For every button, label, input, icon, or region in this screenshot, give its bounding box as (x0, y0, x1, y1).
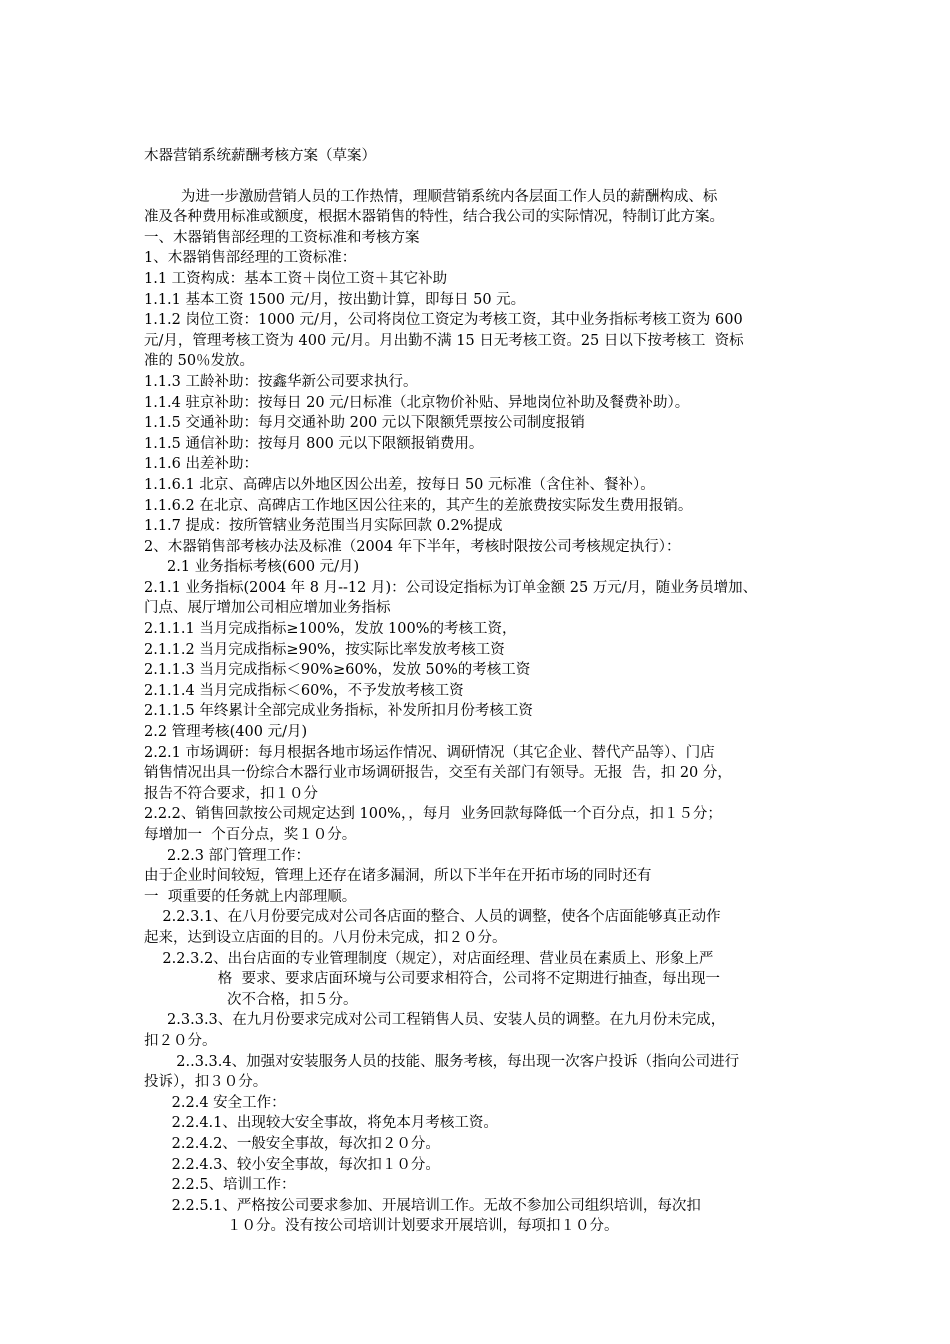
text-line: 次不合格，扣５分。 (144, 991, 358, 1008)
text-line: 由于企业时间较短，管理上还存在诸多漏洞，所以下半年在开拓市场的同时还有 (144, 868, 652, 885)
text-line: 2.2.3 部门管理工作： (144, 847, 311, 864)
text-line: 1.1 工资构成：基本工资＋岗位工资＋其它补助 (144, 270, 448, 287)
text-line: 格 要求、要求店面环境与公司要求相符合，公司将不定期进行抽查，每出现一 (144, 971, 720, 988)
text-line: 2.1.1.3 当月完成指标＜90%≥60%，发放 50%的考核工资 (144, 662, 531, 679)
text-line: 1.1.5 通信补助：按每月 800 元以下限额报销费用。 (144, 435, 484, 452)
document-body (144, 146, 824, 1237)
text-line: 每增加一 个百分点，奖１０分。 (144, 827, 357, 843)
text-line: 投诉），扣３０分。 (144, 1074, 268, 1091)
text-line: 1.1.5 交通补助：每月交通补助 200 元以下限额凭票按公司制度报销 (144, 415, 585, 432)
text-line: 2.1.1.4 当月完成指标＜60%，不予发放考核工资 (144, 682, 464, 699)
text-line: 2.2.4.1、出现较大安全事故，将免本月考核工资。 (144, 1115, 498, 1132)
text-line: 2.2.3.1、在八月份要完成对公司各店面的整合、人员的调整，使各个店面能够真正动作 (144, 909, 721, 926)
text-line: 准及各种费用标准或额度，根据木器销售的特性，结合我公司的实际情况，特制订此方案。 (144, 209, 724, 226)
text-line: 2..3.3.4、加强对安装服务人员的技能、服务考核，每出现一次客户投诉（指向公司进行 (144, 1053, 740, 1070)
text-line: 1.1.2 岗位工资：1000 元/月，公司将岗位工资定为考核工资，其中业务指标考核工资为 600 (144, 312, 743, 329)
text-line: 1.1.6.2 在北京、高碑店工作地区因公往来的，其产生的差旅费按实际发生费用报销。 (144, 497, 693, 514)
text-line: 元/月，管理考核工资为 400 元/月。月出勤不满 15 日无考核工资。25 日以下按考核工 资标 (144, 332, 744, 349)
text-line: 为进一步激励营销人员的工作热情，理顺营销系统内各层面工作人员的薪酬构成、标 (144, 188, 718, 205)
text-line: 2.1.1.1 当月完成指标≥100%，发放 100%的考核工资， (144, 621, 517, 638)
text-line: 报告不符合要求，扣１０分 (144, 785, 318, 802)
text-line: 1.1.3 工龄补助：按鑫华新公司要求执行。 (144, 373, 418, 390)
text-line: 1.1.6 出差补助： (144, 456, 259, 473)
text-line: 2.2 管理考核(400 元/月) (144, 724, 308, 741)
text-line: 扣２０分。 (144, 1032, 217, 1049)
text-line: 起来，达到设立店面的目的。八月份未完成，扣２０分。 (144, 929, 507, 946)
text-line: 1、木器销售部经理的工资标准： (144, 250, 357, 267)
document-lines (144, 187, 824, 1237)
text-line: 1.1.7 提成：按所管辖业务范围当月实际回款 0.2%提成 (144, 518, 503, 535)
text-line: 1.1.6.1 北京、高碑店以外地区因公出差，按每日 50 元标准（含住补、餐补）。 (144, 476, 655, 493)
text-line: 2.2.4 安全工作： (144, 1094, 286, 1111)
text-line: 2、木器销售部考核办法及标准（2004 年下半年，考核时限按公司考核规定执行）： (144, 538, 681, 555)
text-line: 2.1.1 业务指标(2004 年 8 月--12 月)：公司设定指标为订单金额 25 万元/月，随业务员增加、 (144, 579, 758, 596)
text-line: 2.2.4.3、较小安全事故，每次扣１０分。 (144, 1156, 440, 1173)
text-line: １０分。没有按公司培训计划要求开展培训，每项扣１０分。 (144, 1218, 619, 1235)
text-line: 2.1.1.2 当月完成指标≥90%，按实际比率发放考核工资 (144, 641, 505, 658)
text-line: 2.2.5.1、严格按公司要求参加、开展培训工作。无故不参加公司组织培训，每次扣 (144, 1197, 701, 1214)
text-line: 2.3.3.3、在九月份要求完成对公司工程销售人员、安装人员的调整。在九月份未完成， (144, 1012, 726, 1029)
text-line: 1.1.4 驻京补助：按每日 20 元/日标准（北京物价补贴、异地岗位补助及餐费补助）。 (144, 394, 690, 411)
text-line: 销售情况出具一份综合木器行业市场调研报告，交至有关部门有领导。无报 告，扣 20 分， (144, 765, 732, 782)
text-line: 准的 50％发放。 (144, 353, 255, 370)
text-line: 2.2.3.2、出台店面的专业管理制度（规定），对店面经理、营业员在素质上、形象上严 (144, 950, 714, 967)
text-line: 2.1.1.5 年终累计全部完成业务指标，补发所扣月份考核工资 (144, 703, 533, 720)
text-line: 2.2.5、培训工作： (144, 1177, 296, 1194)
text-line: 一 项重要的任务就上内部理顺。 (144, 888, 357, 905)
text-line: 2.2.4.2、一般安全事故，每次扣２０分。 (144, 1135, 440, 1152)
text-line: 1.1.1 基本工资 1500 元/月，按出勤计算，即每日 50 元。 (144, 291, 526, 308)
blank-line (144, 167, 824, 187)
text-line: 2.1 业务指标考核(600 元/月) (144, 559, 360, 576)
text-line: 2.2.1 市场调研：每月根据各地市场运作情况、调研情况（其它企业、替代产品等）、门店 (144, 744, 715, 761)
text-line: 一、木器销售部经理的工资标准和考核方案 (144, 229, 420, 246)
text-line: 2.2.2、销售回款按公司规定达到 100%，，每月 业务回款每降低一个百分点，扣１５分； (144, 806, 722, 823)
document-title: 木器营销系统薪酬考核方案（草案） (144, 148, 376, 164)
text-line: 门点、展厅增加公司相应增加业务指标 (144, 600, 391, 617)
